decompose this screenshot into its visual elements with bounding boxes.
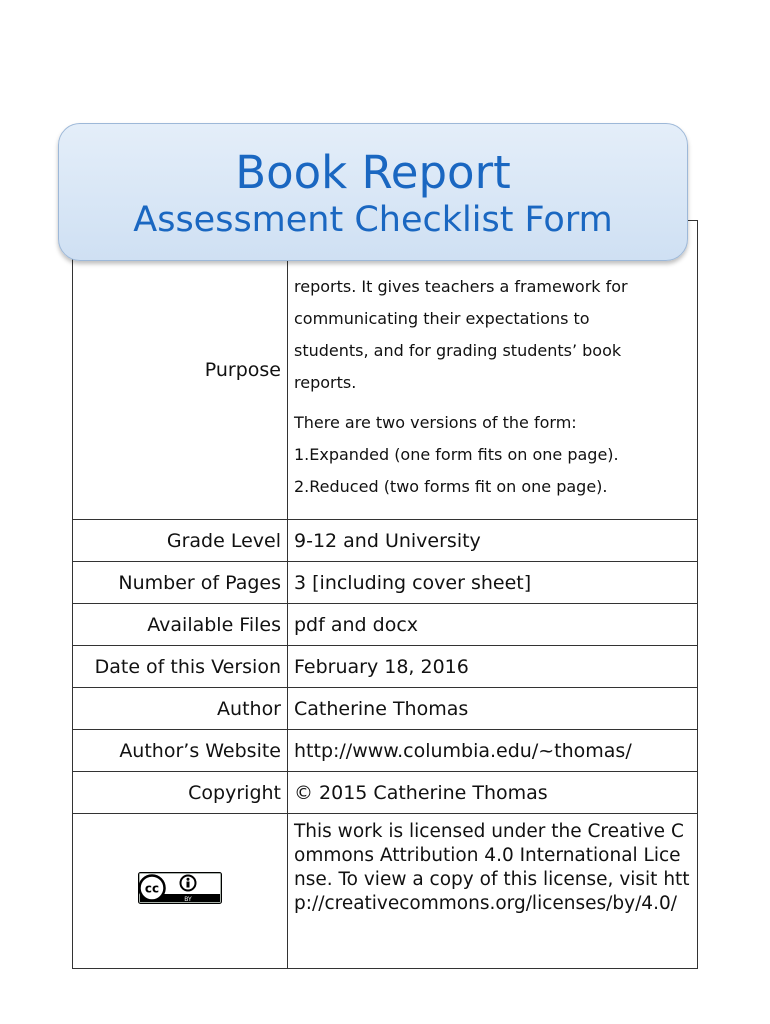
website-label: Author’s Website: [73, 730, 288, 772]
table-row: [73, 814, 698, 969]
title-banner: [58, 123, 688, 261]
table-row: [73, 646, 698, 688]
document-info-table: [72, 220, 698, 969]
author-value: Catherine Thomas: [288, 688, 698, 730]
document-title: Book Report: [235, 146, 511, 199]
pages-value: 3 [including cover sheet]: [288, 562, 698, 604]
author-label: Author: [73, 688, 288, 730]
by-badge-text: BY: [184, 896, 192, 903]
license-badge-cell: [73, 814, 288, 969]
files-label: Available Files: [73, 604, 288, 646]
purpose-line: students, and for grading students’ book: [294, 341, 622, 360]
license-text: This work is licensed under the Creative Commons Attribution 4.0 International License. To view a copy of this license, visit http://creativecommons.org/licenses/by/4.0/: [288, 814, 698, 969]
purpose-label: Purpose: [73, 221, 288, 520]
document-subtitle: Assessment Checklist Form: [133, 200, 613, 240]
purpose-line: communicating their expectations to: [294, 309, 590, 328]
copyright-value: © 2015 Catherine Thomas: [288, 772, 698, 814]
purpose-line: reports.: [294, 373, 357, 392]
files-value: pdf and docx: [288, 604, 698, 646]
creative-commons-by-icon[interactable]: [138, 872, 222, 904]
table-row: [73, 772, 698, 814]
grade-level-value: 9-12 and University: [288, 520, 698, 562]
cc-badge-text: cc: [144, 881, 160, 896]
table-row: [73, 221, 698, 520]
pages-label: Number of Pages: [73, 562, 288, 604]
purpose-line: reports. It gives teachers a framework for: [294, 277, 628, 296]
table-row: [73, 730, 698, 772]
grade-level-label: Grade Level: [73, 520, 288, 562]
copyright-label: Copyright: [73, 772, 288, 814]
table-row: [73, 520, 698, 562]
table-row: [73, 562, 698, 604]
table-row: [73, 604, 698, 646]
website-link[interactable]: http://www.columbia.edu/~thomas/: [288, 730, 698, 772]
table-row: [73, 688, 698, 730]
versions-intro: There are two versions of the form:: [294, 413, 577, 432]
version-item: 1.Expanded (one form fits on one page).: [294, 445, 619, 464]
version-date-value: February 18, 2016: [288, 646, 698, 688]
version-item: 2.Reduced (two forms fit on one page).: [294, 477, 608, 496]
purpose-value: [288, 221, 698, 520]
version-date-label: Date of this Version: [73, 646, 288, 688]
